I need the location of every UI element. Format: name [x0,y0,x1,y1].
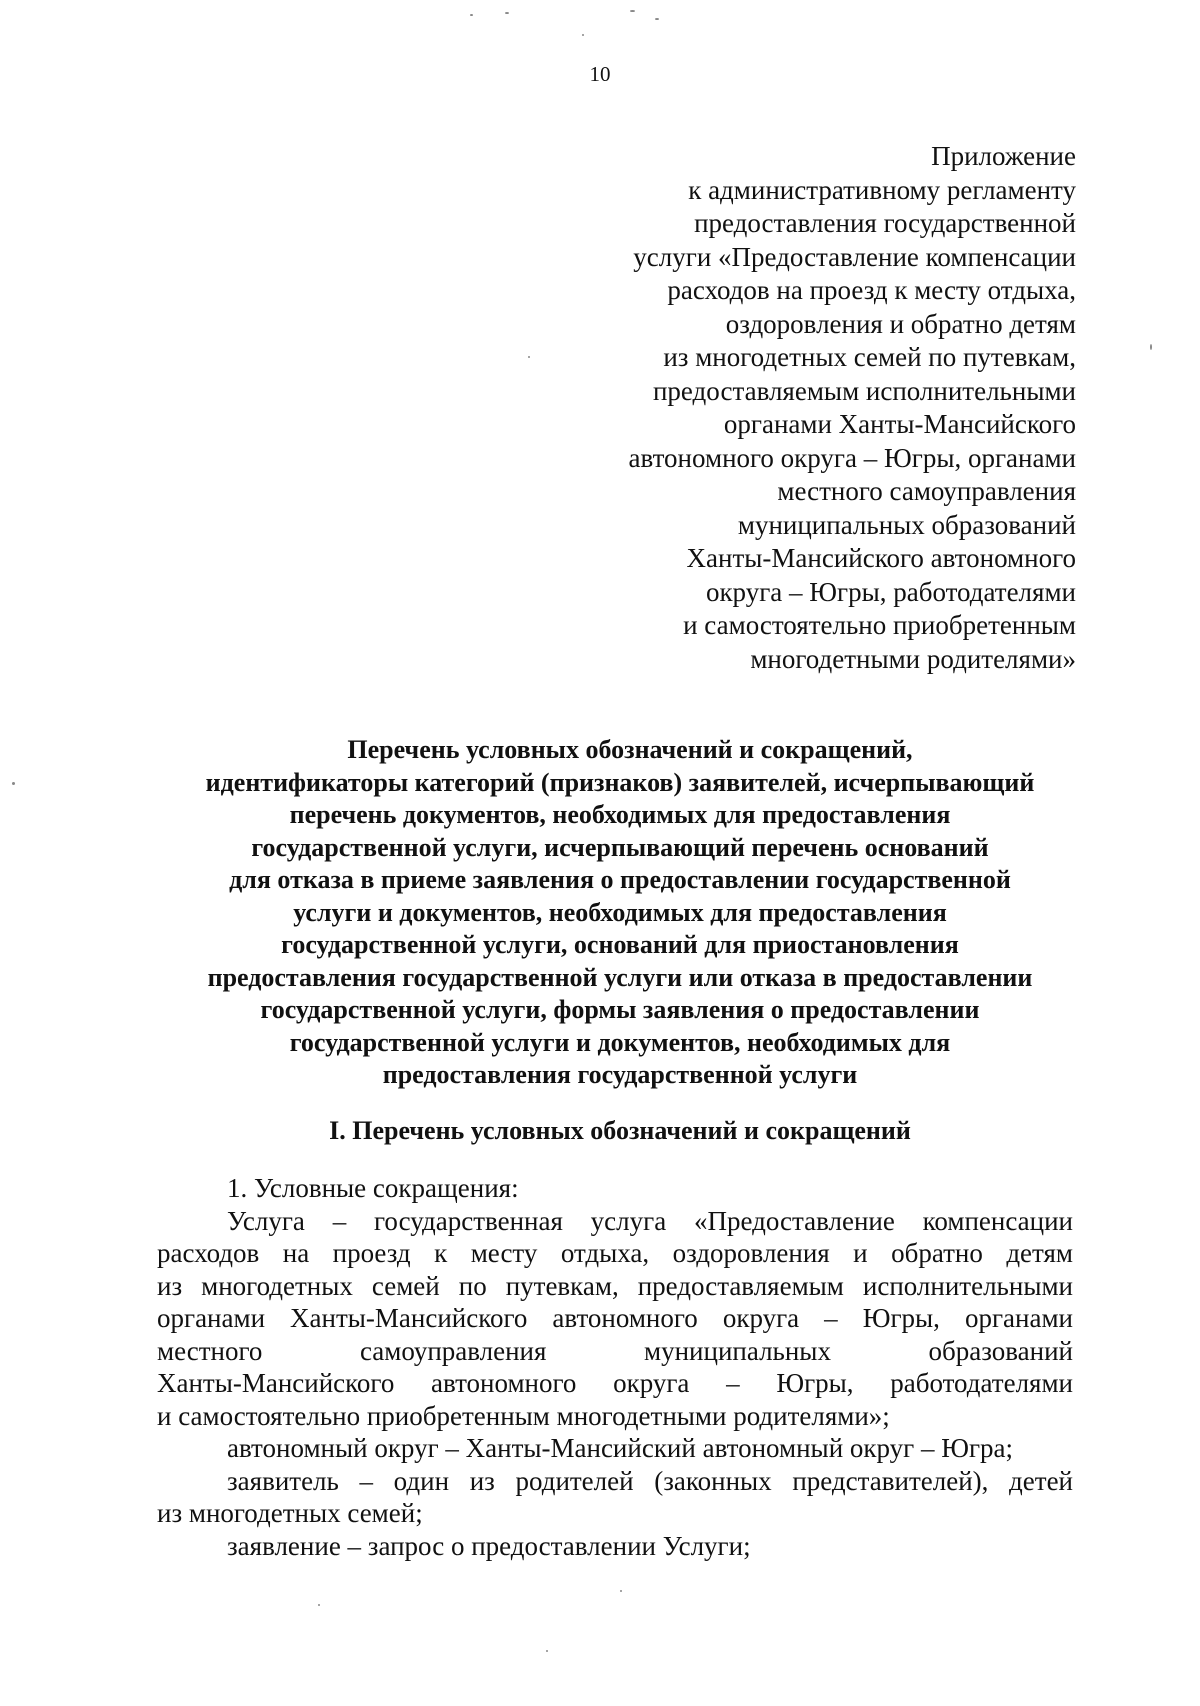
body-line: заявитель – один из родителей (законных представителей), детей [227,1465,1073,1496]
appendix-line: органами Ханты-Мансийского [723,409,1076,439]
scan-speck [470,14,473,16]
section-heading: I. Перечень условных обозначений и сокращений [329,1116,911,1145]
appendix-line: местного самоуправления [777,476,1076,506]
title-line: услуги и документов, необходимых для предоставления [293,897,947,927]
body-text [157,1172,1073,1562]
appendix-line: к административному регламенту [688,174,1076,205]
scan-speck [505,12,509,14]
body-line: Услуга – государственная услуга «Предоставление компенсации [227,1205,1073,1236]
body-line: местного самоуправления муниципальных образований [157,1335,1073,1366]
scan-speck [620,1590,622,1592]
title-line: для отказа в приеме заявления о предоставлении государственной [229,865,1011,894]
appendix-line: автономного округа – Югры, органами [628,442,1076,473]
body-line: заявление – запрос о предоставлении Услуги; [227,1530,751,1561]
appendix-line: Ханты-Мансийского автономного [686,543,1076,573]
page-number: 10 [589,62,611,86]
body-line: и самостоятельно приобретенным многодетными родителями»; [157,1400,890,1431]
title-line: государственной услуги, формы заявления о предоставлении [260,995,980,1024]
body-line: 1. Условные сокращения: [227,1173,519,1203]
body-line: автономный округ – Ханты-Мансийский автономный округ – Югра; [227,1433,1014,1463]
body-line: из многодетных семей по путевкам, предоставляемым исполнительными [157,1270,1073,1301]
appendix-line: Приложение [931,141,1076,171]
title-line: Перечень условных обозначений и сокращений, [347,735,913,764]
title-line: государственной услуги, исчерпывающий перечень оснований [251,832,989,862]
body-line: расходов на проезд к месту отдыха, оздоровления и обратно детям [157,1238,1073,1268]
scan-speck [630,10,635,12]
title-line: идентификаторы категорий (признаков) заявителей, исчерпывающий [205,767,1035,797]
title-line: предоставления государственной услуги [382,1060,858,1089]
scan-speck [655,18,659,20]
appendix-line: многодетными родителями» [750,643,1076,674]
body-line: из многодетных семей; [157,1498,423,1528]
scan-speck [318,1604,320,1606]
appendix-line: округа – Югры, работодателями [705,576,1076,607]
appendix-line: предоставления государственной [694,208,1076,238]
scan-speck [1150,344,1152,350]
scan-speck [12,782,15,785]
title-line: государственной услуги, оснований для приостановления [281,930,959,959]
appendix-line: из многодетных семей по путевкам, [663,342,1076,372]
appendix-line: предоставляемым исполнительными [652,375,1076,406]
appendix-block [516,140,1076,676]
body-line: органами Ханты-Мансийского автономного округа – Югры, органами [157,1303,1073,1333]
scan-speck [582,34,584,36]
title-line: государственной услуги и документов, необходимых для [289,1027,951,1057]
body-line: Ханты-Мансийского автономного округа – Югры, работодателями [157,1368,1073,1398]
appendix-line: муниципальных образований [737,509,1076,540]
appendix-line: услуги «Предоставление компенсации [633,241,1076,272]
scan-speck [546,1650,548,1652]
scan-speck [528,356,530,358]
appendix-line: расходов на проезд к месту отдыха, [667,275,1076,305]
appendix-line: оздоровления и обратно детям [725,308,1076,339]
appendix-line: и самостоятельно приобретенным [683,610,1076,640]
title-line: перечень документов, необходимых для предоставления [289,800,951,829]
document-title [140,734,1100,1092]
title-line: предоставления государственной услуги или отказа в предоставлении [207,962,1033,992]
